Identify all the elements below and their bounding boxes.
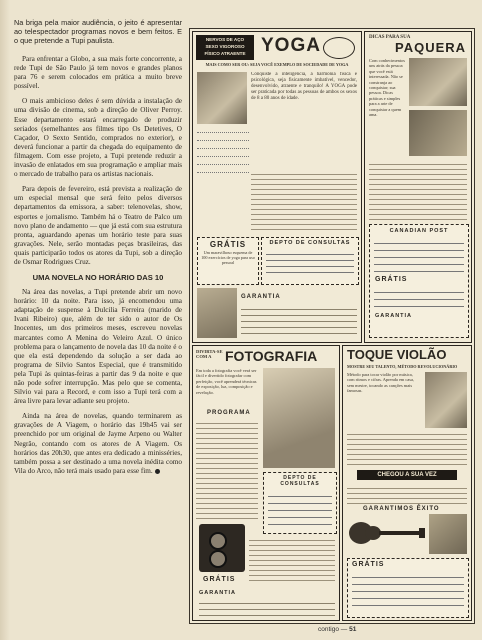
article-paragraph-4: Na área das novelas, a Tupi pretende abrir um novo horário: 10 da noite. Para isso, já encomendou uma adaptação de suspense à Dulcilia Ferreira (marido de Ivani Ribeiro) que, além de ter sido o autor de Os Inocentes, um dos primeiros meses, escreveu novelas marcantes como A Menina do Veleiro Azul. O único problema para o lançamento de novela das 10 da noite é o que ela está dependendo da solução a ser dada ao programa de Silvio Santos Especial, que é transmitido pela Tupi às quintas-feiras a partir das 9 da noite e que não pode sofrer interrupção. Mas pelo que se comenta, Silvio vai para a Record, e com isso a Tupi terá com a área livre para levar adiante seu projeto. <box>14 288 182 406</box>
yoga-title: YOGA <box>261 35 321 56</box>
violao-ad <box>342 345 472 621</box>
yoga-guarantee-label: GARANTIA <box>241 294 281 300</box>
paquera-ad <box>364 31 472 343</box>
scan-edge <box>0 0 10 640</box>
article-paragraph-2: O mais ambicioso deles é sem dúvida a instalação de uma divisão de cinema, sob a direção de Oliver Perroy. Esse departamento estará encarregado de produzir seriados (semelhantes aos filmes tipo Os Detetives, O Caçador, O Sexto Sentido, comprados no exterior), e deverá funcionar a partir da chegada do equipamento de filmagem. Com esse projeto, a Tupi pretende reduzir a invasão de enlatados em sua programação e ampliar mais o mercado de trabalho para os artistas nacionais. <box>14 97 182 179</box>
violao-body: Método para tocar violão por música, com ritmos e cifras. Aprenda em casa, sem mestre, tocando as canções mais famosas. <box>347 372 415 394</box>
article-paragraph-5 <box>14 412 182 476</box>
end-of-article-mark <box>155 469 160 474</box>
article-intro: Na briga pela maior audiência, o jeito é apresentar ao telespectador programas novos e bem feitos. E o que pretende a Tupi paulista. <box>14 18 182 45</box>
paquera-sender: CANADIAN POST <box>389 228 449 234</box>
violao-banner: CHEGOU A SUA VEZ <box>357 470 457 480</box>
violao-offer-label: GRÁTIS <box>352 561 385 568</box>
article-paragraph-1: Para enfrentar a Globo, a sua mais forte concorrente, a rede Tupi de São Paulo já tem novos e grandes planos para 76 e serem colocados em prática a muito breve possível. <box>14 55 182 91</box>
yoga-body: Conquiste a inteligência, a harmonia física e psicológica, seja fisicamente imbatível, vencedor, desenvolvido, atraente e tranquilo! A YOGA pode ser praticada por todas as pessoas de ambos os sexos de 8 a 80 anos de idade. <box>251 72 357 101</box>
foto-title: FOTOGRAFIA <box>225 348 318 364</box>
page-footer: contigo — 51 <box>318 626 357 633</box>
yoga-guarantee-lines <box>241 304 357 336</box>
article-paragraph-5-text: Ainda na área de novelas, quando terminarem as gravações de A Viagem, o horário das 19h45 vai ser preenchido por um original de Jayme Arpeno ou Walter Negrão, contando com os atores de A Viagem. Os horários das 20h30, que antes era dedicado a minisséries, também possa a ser destinado a uma novela inédita como Vila do Arco, não terá mais usado para esse fim. <box>14 412 182 475</box>
foto-guarantee-label: GARANTIA <box>199 590 237 596</box>
yoga-kicker-1: NERVOS DE AÇO <box>205 37 245 42</box>
magazine-name: contigo <box>318 626 339 633</box>
yoga-offer-label: GRÁTIS <box>209 240 247 249</box>
article-column <box>14 18 182 618</box>
paquera-text-lines <box>369 160 467 220</box>
guitar-illustration <box>349 518 425 548</box>
violao-banner-lines <box>347 484 467 504</box>
yoga-kicker-3: FÍSICO ATRAENTE <box>204 51 246 56</box>
yoga-photo <box>197 72 247 124</box>
violao-photo <box>425 372 467 428</box>
yoga-offer-text: Um maravilhoso esquema de 100 exercícios de yoga para uso pessoal <box>201 250 255 265</box>
foto-model-photo <box>263 368 335 468</box>
paquera-photo-2 <box>409 110 467 156</box>
yoga-ornament <box>323 37 355 59</box>
foto-offer-lines <box>249 536 335 582</box>
yoga-body-continued <box>197 128 249 232</box>
foto-body: Em toda a fotografia você verá ser fácil e divertido fotografar com perfeição, você aprenderá técnicas de exposição, luz, composição e revelação. <box>196 368 257 395</box>
paquera-title: PAQUERA <box>395 40 467 55</box>
foto-coupon-title: DEPTO DE CONSULTAS <box>280 475 320 487</box>
paquera-guarantee-label: GARANTIA <box>375 313 413 319</box>
foto-offer-label: GRÁTIS <box>203 576 236 583</box>
article-paragraph-3: Para depois de fevereiro, está prevista a realização de um especial mensal que será feito pelos diversos departamentos da emissora, a saber: telenovelas, show, esportes e jornalismo. Também há o Teatro de Palco um novo plano de andamento — que já está com sua estrutura pronta, aguardando apenas um horário teste para suas gravações. Nele, serão montadas peças brasileiras, das quais participarão todos os atores da Tupi, sob a direção de Osmar Rodrigues Cruz. <box>14 185 182 266</box>
yoga-coupon-title: DEPTO DE CONSULTAS <box>269 240 351 246</box>
paquera-offer-label: GRÁTIS <box>375 276 408 283</box>
page-number: 51 <box>349 626 357 633</box>
yoga-consult-coupon[interactable] <box>261 237 359 285</box>
camera-illustration <box>199 524 245 572</box>
paquera-coupon[interactable] <box>369 224 469 338</box>
violao-coupon[interactable] <box>347 558 469 618</box>
paquera-small-title: DICAS PARA SUA <box>369 35 411 40</box>
foto-small-title: DIVIRTA-SE COM A <box>196 349 223 359</box>
fotografia-ad <box>192 345 340 621</box>
violao-subtitle: MOSTRE SEU TALENTO, MÉTODO REVOLUCIONÁRIO <box>347 364 458 369</box>
camera-lens-icon <box>209 532 227 550</box>
yoga-free-coupon[interactable] <box>197 237 259 285</box>
yoga-ad <box>192 31 362 343</box>
ads-panel <box>189 28 475 624</box>
paquera-body: Com conhecimentos uns atrás da pessoa que você está interessada. Não se constranja ao conquistar; sua pessoa. Dicas práticas e simples para a arte de conquistar a quem ama. <box>369 58 405 118</box>
yoga-kicker-2: SEXO VIGOROSO <box>205 44 245 49</box>
violao-guarantee: GARANTIMOS ÊXITO <box>363 506 440 512</box>
yoga-slogan: MAIS COMO SER OU: SEJA VOCÊ EXEMPLO DE SOCIEDADE DE YOGA <box>205 62 349 67</box>
violao-player-photo <box>429 514 467 554</box>
foto-programa: PROGRAMA <box>207 410 251 416</box>
foto-guarantee-lines <box>199 598 335 616</box>
foto-programa-lines <box>196 419 258 519</box>
yoga-kicker-block <box>196 35 254 60</box>
paquera-photo-1 <box>409 58 467 106</box>
article-subhead: UMA NOVELA NO HORÁRIO DAS 10 <box>32 273 164 283</box>
foto-consult-coupon[interactable] <box>263 472 337 534</box>
yoga-pose-photo <box>197 288 237 338</box>
yoga-text-lines <box>251 170 357 232</box>
violao-title: TOQUE VIOLÃO <box>347 347 447 362</box>
camera-lens-icon-2 <box>209 550 227 568</box>
violao-text-lines <box>347 430 467 466</box>
